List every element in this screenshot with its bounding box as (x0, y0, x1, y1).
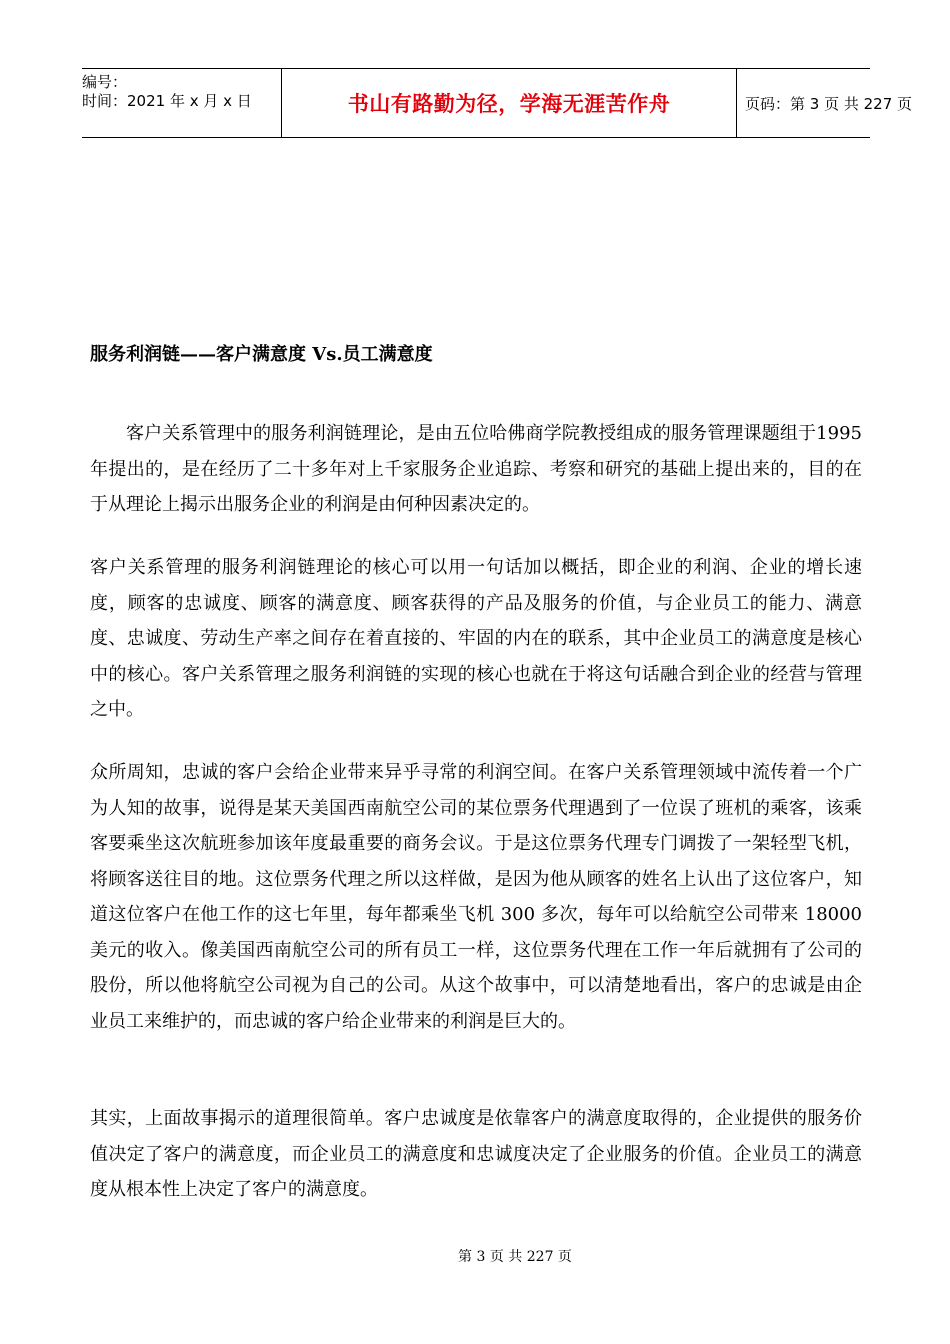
article-paragraph: 客户关系管理的服务利润链理论的核心可以用一句话加以概括，即企业的利润、企业的增长速度，顾客的忠诚度、顾客的满意度、顾客获得的产品及服务的价值，与企业员工的能力、满意度、忠诚度、劳动生产率之间存在着直接的、牢固的内在的联系，其中企业员工的满意度是核心中的核心。客户关系管理之服务利润链的实现的核心也就在于将这句话融合到企业的经营与管理之中。 (90, 557, 862, 720)
article-paragraph: 客户关系管理中的服务利润链理论，是由五位哈佛商学院教授组成的服务管理课题组于1995 年提出的，是在经历了二十多年对上千家服务企业追踪、考察和研究的基础上提出来的，目的在于从理论上揭示出服务企业的利润是由何种因素决定的。 (90, 423, 862, 515)
article-title: 服务利润链——客户满意度 Vs.员工满意度 (90, 344, 433, 365)
header-meta (82, 69, 282, 137)
page-footer-number: 第 3 页 共 227 页 (458, 1249, 572, 1265)
header-motto: 书山有路勤为径，学海无涯苦作舟 (347, 92, 671, 116)
page-header (82, 68, 913, 138)
header-page-info: 页码：第 3 页 共 227 页 (745, 94, 913, 113)
document-date-label: 时间：2021 年 x 月 x 日 (82, 92, 252, 110)
header-motto-cell (282, 69, 737, 137)
document-number-label: 编号： (82, 73, 128, 91)
article-paragraph: 众所周知，忠诚的客户会给企业带来异乎寻常的利润空间。在客户关系管理领域中流传着一个广为人知的故事，说得是某天美国西南航空公司的某位票务代理遇到了一位误了班机的乘客，该乘客要乘坐这次航班参加该年度最重要的商务会议。于是这位票务代理专门调拨了一架轻型飞机，将顾客送往目的地。这位票务代理之所以这样做，是因为他从顾客的姓名上认出了这位客户，知道这位客户在他工作的这七年里，每年都乘坐飞机 300 多次，每年可以给航空公司带来 18000 美元的收入。像美国西南航空公司的所有员工一样，这位票务代理在工作一年后就拥有了公司的股份，所以他将航空公司视为自己的公司。从这个故事中，可以清楚地看出，客户的忠诚是由企业员工来维护的，而忠诚的客户给企业带来的利润是巨大的。 (90, 762, 862, 1032)
article-paragraph: 其实，上面故事揭示的道理很简单。客户忠诚度是依靠客户的满意度取得的，企业提供的服务价值决定了客户的满意度，而企业员工的满意度和忠诚度决定了企业服务的价值。企业员工的满意度从根本性上决定了客户的满意度。 (90, 1108, 862, 1200)
